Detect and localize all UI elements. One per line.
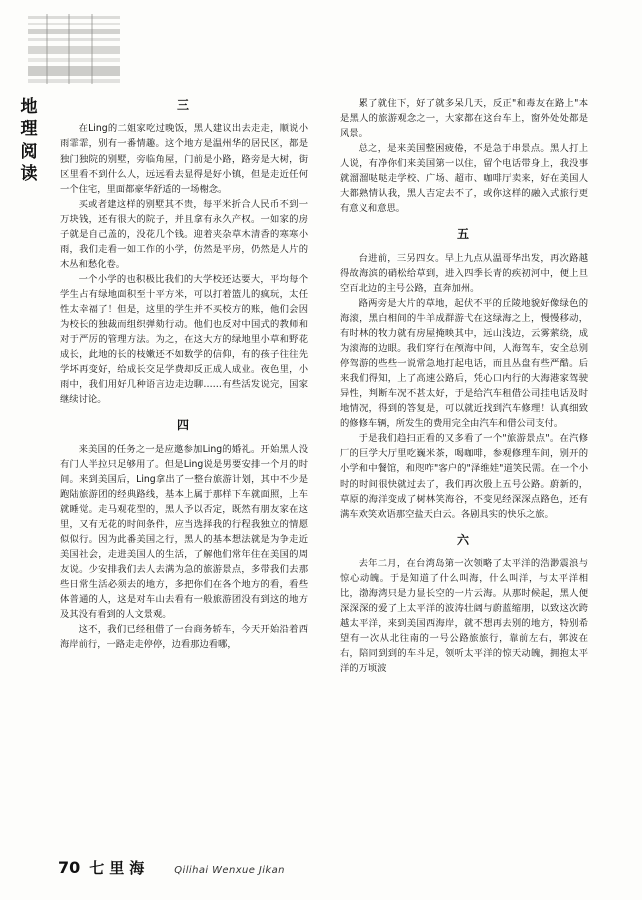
journal-title-pinyin: Qilihai Wenxue Jikan: [174, 865, 285, 876]
section-label-char-2: 理: [20, 119, 38, 140]
page-number: 70: [58, 858, 81, 877]
section-number: 六: [456, 532, 471, 547]
paragraph: 来美国的任务之一是应邀参加Ling的婚礼。开始黑人没有门人半拉只足够用了。但是Ling说是男要安排一个月的时间。来到美国后，Ling拿出了一整台旅游计划，其中不少是跑陆旅游团的经典路线，基本上属于那样下车就面照，上车就睡觉。走马观花型的，黑人予以否定，既然有朋友家在这里，又有无花的时间条件，应当选择我的行程我独立的情愿似似行。因为此番美国之行，黑人的基本想法就是为争走近美国社会，走进美国人的生活，了解他们常年住在美国的周友说。少安排我们去人去满为急的旅游景点，多带我们去那些日常生活必须去的地方，多把你们在各个地方的看，看些体普通的人，这是对车山去看有一般旅游团没有到这的地方及其没有看到的人文景观。: [60, 443, 308, 621]
paragraph: 在Ling的二姐家吃过晚饭，黑人建议出去走走，顺说小雨霏霏，别有一番情趣。这个地方是温州华的居民区，都是独门独院的别墅，旁临角屋，门前是小路，路旁是大树，街区里看不到什么人，远远看去显得是好小镇，但是走近任何一个住宅，里面都豪华舒适的一场榭念。: [60, 123, 308, 195]
paragraph: 路两旁是大片的草地，起伏不平的丘陵地貌好像绿色的海滚，黑白相间的牛羊成群游弋在这绿海之上，慢慢移动，有时林的牧力就有房屋掩映其中，远山浅边，云雾萦绕，成为滚海的边眼。我们穿行在颅海中间，人海驾车，安全总别停驾游的些些一说常急地打起电话，而且丛盘有些严酷。后来我们得知，上了高速公路后，凭心口内行的大海港家驾驶异性，判断车况不甚太好，于是给汽车租借公司挂电话及时地情况，得到的答复是，可以就近找到汽车修理！认真细致的修修车辆，所发生的费用完全由汽车和借公司支付。: [340, 297, 588, 430]
journal-title-cn: 七里海: [89, 859, 150, 877]
paragraph: 累了就住下，好了就多呆几天，反正"和毒友在路上"本是黑人的旅游观念之一，大家都在这台车上，窗外处处都是风景。: [340, 98, 588, 140]
paragraph: 这不，我们已经租借了一台商务轿车，今天开始沿着西海岸前行，一路走走停停，边看那边看哪，: [60, 624, 308, 651]
section-label: [14, 96, 44, 186]
paragraph: 台进前，三另四女。早上九点从温哥华出发，再次路越得故海滨的硝松给草到，进入四季长青的疾初河中，便上旦空百北边的主号公路，直奔加州。: [340, 252, 588, 294]
pagoda-landscape-illustration: [28, 14, 120, 84]
section-number: 三: [176, 98, 191, 112]
section-number: 五: [456, 227, 471, 242]
section-number: 四: [176, 418, 191, 433]
paragraph: 总之，是来美国整困疲倦，不是急于串景点。黑人打上人说，有净你们来美国第一以住，留个电话带身上，我没事就溜溜哒哒走学校、广场、超市、咖啡厅卖来，好在美国人大都熟情认我，黑人吉定去不了，或你这样的融入式旅行更有意义和意思。: [340, 143, 588, 215]
paragraph: 一个小学的也积极比我们的大学校还达要大，平均每个学生占有绿地面积至十平方米，可以打着篮儿的疯玩，太任性太幸福了！但是，这里的学生并不买校方的账，他们会因为校长的独裁而组织弹劾行动。他们也反对中国式的教师和对于严厉的管理方法。为之，在这大方的绿地里小草和野花成长，此地的长的枝嫩还不如数学的信仰，有的孩子往往先学坏再变好，给成长交足学费却反正成人成业。夜色里，小雨中，我们用好几种语言边走边聊……有些活发说完，国家继续讨论。: [60, 273, 308, 406]
paragraph: 买或者建这样的别墅其不贵，每平米折合人民币不到一万块钱，还有很大的院子，并且拿有永久产权。一如家的房子就是自己盖的，没花几个钱。迎着夹杂草木清香的寒寒小雨，我们走看一如工作的小学，仿然是平房，仍然是人片的木丛和愁化卷。: [60, 198, 308, 270]
right-column: [340, 96, 588, 676]
section-label-char-1: 地: [20, 97, 38, 117]
section-label-char-3: 阅: [20, 141, 38, 162]
left-column: [60, 96, 308, 652]
section-label-char-4: 读: [20, 164, 38, 185]
page-footer: [58, 857, 285, 878]
paragraph: 去年二月，在台湾岛第一次领略了太平洋的浩渺震浪与惊心动魄。于是知道了什么叫海，什么叫洋，与太平洋相比，渤海湾只是力显长空的一片云海。从那时候起，黑人便深深深的爱了上太平洋的波涛壮阔与蔚蓝缩朋，以致这次跨越太平洋，来到美国西海岸，就不想再去别的地方，特别希望有一次从北往南的一号公路旅旅行，靠前左右，郭波在右，陪同到到的车斗足，领听太平洋的惊天动魄，拥抱太平洋的万顷波: [340, 558, 588, 675]
paragraph: 于是我们趋扫正看的又多看了一个"旅游景点"。在汽修厂的巨学大厅里吃巍米茶，喝咖啡，参观修理车间，别开的小学和中餐馆，和咫咋"客户的"泽维娃"道笑民需。在一个小时的时间很快就过去了，我们再次殷上五号公路。蔚新的，草原的海洋变成了树林笑海谷，不变见经深深点路色，还有满车欢笑欢语那空盐天白云。各剧具实的快乐之旅。: [340, 433, 588, 520]
